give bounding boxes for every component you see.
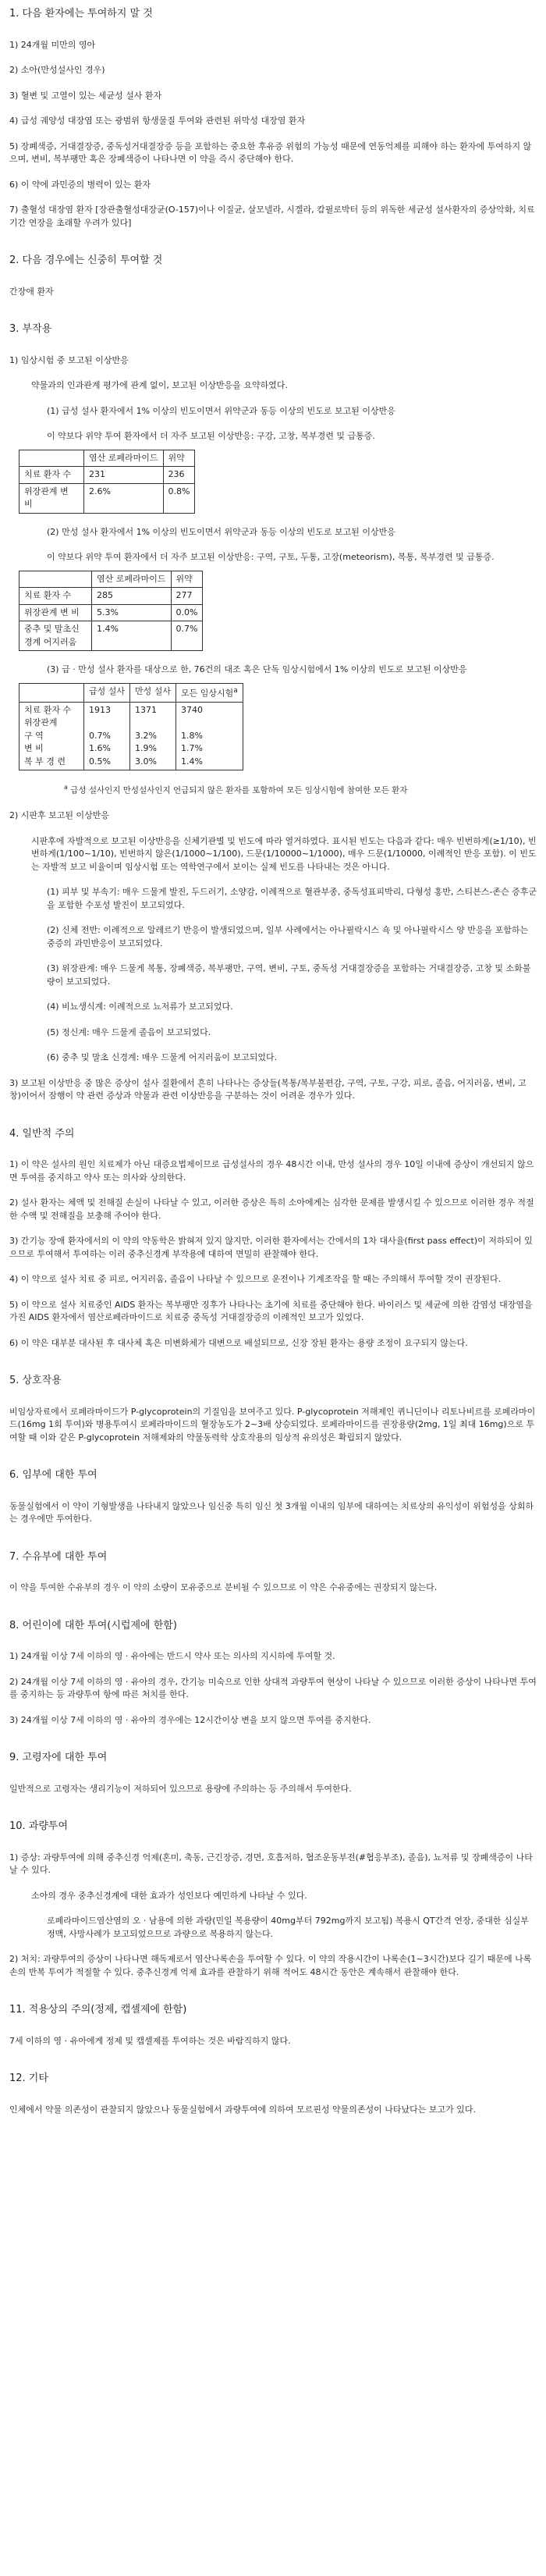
paragraph: (6) 중추 및 말초 신경계: 매우 드물게 어지러움이 보고되었다. bbox=[47, 1052, 278, 1063]
paragraph: (4) 비뇨생식계: 이례적으로 뇨저류가 보고되었다. bbox=[47, 1002, 233, 1012]
cell-line: 치료 환자 수 bbox=[24, 704, 72, 715]
paragraph: (3) 급 · 만성 설사 환자를 대상으로 한, 76건의 대조 혹은 단독 임상시험에서 1% 이상의 빈도로 보고된 이상반응 bbox=[47, 664, 467, 674]
cell-line: 구 역 bbox=[24, 730, 44, 741]
table-row bbox=[20, 702, 243, 770]
table-cell: 277 bbox=[171, 588, 203, 605]
paragraph: 1) 24개월 이상 7세 이하의 영 · 유아에는 반드시 약사 또는 의사의 지시하에 투여할 것. bbox=[9, 1651, 335, 1662]
paragraph: 6) 이 약에 과민증의 병력이 있는 환자 bbox=[9, 179, 151, 190]
section-title: 12. 기타 bbox=[9, 2073, 48, 2085]
table-row bbox=[20, 467, 195, 484]
subsection-title: 2) 시판후 보고된 이상반응 bbox=[9, 810, 110, 821]
paragraph: 1) 24개월 미만의 영아 bbox=[9, 39, 96, 50]
table-row bbox=[20, 604, 203, 621]
cell-line bbox=[135, 717, 171, 730]
table-header-row bbox=[20, 571, 203, 588]
paragraph: 3) 혈변 및 고열이 있는 세균성 설사 환자 bbox=[9, 90, 162, 101]
cell-line: 0.7% bbox=[89, 730, 111, 741]
table-row bbox=[20, 483, 195, 513]
section-title: 9. 고령자에 대한 투여 bbox=[9, 1752, 108, 1764]
paragraph: 4) 급성 궤양성 대장염 또는 광범위 항생물질 투여와 관련된 위막성 대장염 환자 bbox=[9, 116, 306, 126]
paragraph: 동물실험에서 이 약이 기형발생을 나타내지 않았으나 임신중 특히 임신 첫 3개월 이내의 임부에 대하여는 치료상의 유익성이 위험성을 상회하는 경우에만 투여한다. bbox=[9, 1500, 534, 1525]
section-title: 4. 일반적 주의 bbox=[9, 1127, 75, 1140]
paragraph: (2) 신체 전반: 이례적으로 알레르기 반응이 발생되었으며, 일부 사례에서는 아나필락시스 쇽 및 아나필락시스 양 반응을 포함하는 중증의 과민반응이 보고되었다. bbox=[47, 925, 529, 948]
table-cell: 2.6% bbox=[84, 483, 164, 513]
footnote-text: 급성 설사인지 만성설사인지 언급되지 않은 환자를 포함하여 모든 임상시험에 참여한 모든 환자 bbox=[70, 785, 408, 795]
cell-line bbox=[181, 717, 238, 730]
paragraph: 시판후에 자발적으로 보고된 이상반응을 신체기관별 및 빈도에 따라 열거하였다. 표시된 빈도는 다음과 같다: 매우 빈번하게(≥1/10), 빈번하게(1/100~1/10), 빈번하지 않은(1/1000~1/100), 드문(1/10000~1/1000), 매우 드문(1/10000, 이례적인 반응 포함). 이 빈도는 자발적 보고 비율이며 임상시험 또는 역학연구에서 보이는 실제 빈도를 나타내는 것은 아니다. bbox=[31, 835, 537, 872]
footnote-marker: a bbox=[64, 784, 68, 792]
paragraph: 7) 출혈성 대장염 환자 [장관출혈성대장균(O-157)이나 이질균, 살모넬라, 시겔라, 캄필로박터 등의 위독한 세균성 설사환자의 증상악화, 치료기간 연장을 초래할 우려가 있다] bbox=[9, 205, 535, 228]
cell-line: 복 부 경 련 bbox=[24, 756, 66, 767]
table-cell: 1.4% bbox=[92, 621, 172, 651]
table-cell: 0.8% bbox=[163, 483, 195, 513]
paragraph: 2) 설사 환자는 체액 및 전해질 손실이 나타날 수 있고, 이러한 증상은 특히 소아에게는 심각한 문제를 발생시킬 수 있으므로 이러한 경우 적절한 수액 및 전해질을 보충해 주어야 한다. bbox=[9, 1197, 534, 1221]
table-header: 염산 로페라마이드 bbox=[92, 571, 172, 588]
section-title: 10. 과량투여 bbox=[9, 1820, 69, 1833]
paragraph: (1) 피부 및 부속기: 매우 드물게 발진, 두드러기, 소양감, 이례적으로 혈관부종, 중독성표피박리, 다형성 홍반, 스티븐스-존슨 증후군을 포함한 수포성 발진이 보고되었다. bbox=[47, 887, 537, 910]
paragraph: 이 약보다 위약 투여 환자에서 더 자주 보고된 이상반응: 구역, 구토, 두통, 고장(meteorism), 복통, 복부경련 및 급통증. bbox=[47, 552, 495, 562]
paragraph: 간장애 환자 bbox=[9, 286, 54, 297]
table-header-text: 모든 임상시험 bbox=[181, 688, 234, 699]
section-title: 11. 적용상의 주의(정제, 캡셀제에 한함) bbox=[9, 2004, 187, 2016]
cell-line: 1.7% bbox=[181, 743, 203, 754]
table-cell: 위장관계 변 비 bbox=[20, 604, 92, 621]
cell-line: 1.8% bbox=[181, 730, 203, 741]
cell-line: 3.2% bbox=[135, 730, 157, 741]
paragraph: 6) 이 약은 대부분 대사된 후 대사체 혹은 미변화체가 대변으로 배설되므로, 신장 장된 환자는 용량 조정이 요구되지 않는다. bbox=[9, 1337, 468, 1348]
paragraph: 이 약보다 위약 투여 환자에서 더 자주 보고된 이상반응: 구강, 고창, 복부경련 및 급통증. bbox=[47, 431, 375, 441]
paragraph: 약물과의 인과관계 평가에 관계 없이, 보고된 이상반응을 요약하였다. bbox=[31, 380, 288, 390]
paragraph: 7세 이하의 영 · 유아에게 정제 및 캡셀제를 투여하는 것은 바람직하지 않다. bbox=[9, 2035, 291, 2046]
paragraph: 일반적으로 고령자는 생리기능이 저하되어 있으므로 용량에 주의하는 등 주의해서 투여한다. bbox=[9, 1783, 352, 1794]
section-title: 1. 다음 환자에는 투여하지 말 것 bbox=[9, 8, 153, 20]
table-header bbox=[20, 683, 84, 702]
table-header bbox=[20, 571, 92, 588]
cell-line: 변 비 bbox=[24, 743, 44, 754]
paragraph: 2) 24개월 이상 7세 이하의 영 · 유아의 경우, 간기능 미숙으로 인한 상대적 과량투여 현상이 나타날 수 있으므로 이러한 증상이 나타나면 투여를 중지하는 등 과량투여 항에 따른 처치를 한다. bbox=[9, 1676, 537, 1700]
table-header: 급성 설사 bbox=[84, 683, 130, 702]
table-cell: 231 bbox=[84, 467, 164, 484]
table-header: 위약 bbox=[171, 571, 203, 588]
table-cell bbox=[176, 702, 243, 770]
adverse-events-table-chronic bbox=[19, 571, 203, 652]
paragraph: 4) 이 약으로 설사 치료 중 피로, 어지러움, 졸음이 나타날 수 있으므로 운전이나 기계조작을 할 때는 주의해서 투여할 것이 권장된다. bbox=[9, 1274, 502, 1285]
paragraph: (5) 정신계: 매우 드물게 졸음이 보고되었다. bbox=[47, 1026, 211, 1037]
paragraph: (2) 만성 설사 환자에서 1% 이상의 빈도이면서 위약군과 동등 이상의 빈도로 보고된 이상반응 bbox=[47, 526, 395, 537]
cell-line: 3.0% bbox=[135, 756, 157, 767]
footnote-marker: a bbox=[233, 685, 238, 695]
cell-line: 1.9% bbox=[135, 743, 157, 754]
section-title: 2. 다음 경우에는 신중히 투여할 것 bbox=[9, 254, 163, 266]
table-cell bbox=[84, 702, 130, 770]
paragraph: 5) 이 약으로 설사 치료중인 AIDS 환자는 복부팽만 징후가 나타나는 초기에 치료를 중단해야 한다. 바이러스 및 세균에 의한 감염성 대장염을 가진 AIDS 환자에서 염산로페라마이드로 치료중 중독성 거대결장증의 이례적인 보고가 있었다. bbox=[9, 1299, 533, 1323]
paragraph: 1) 이 약은 설사의 원인 치료제가 아닌 대증요법제이므로 급성설사의 경우 48시간 이내, 만성 설사의 경우 10일 이내에 증상이 개선되지 않으면 투여를 중지하고 약사 또는 의사와 상의한다. bbox=[9, 1159, 534, 1183]
section-title: 5. 상호작용 bbox=[9, 1375, 62, 1387]
table-header: 만성 설사 bbox=[130, 683, 176, 702]
table-header-row bbox=[20, 450, 195, 467]
table-cell: 5.3% bbox=[92, 604, 172, 621]
adverse-events-table-acute bbox=[19, 450, 195, 514]
paragraph: 2) 처치: 과량투여의 증상이 나타나면 해독제로서 염산나록손을 투여할 수 있다. 이 약의 작용시간이 나록손(1~3시간)보다 길기 때문에 나록손의 반복 투여가 적절할 수 있다. 중추신경계 억제 효과를 관찰하기 위해 적어도 48시간 동안은 계속해서 관찰해야 한다. bbox=[9, 1954, 532, 1977]
cell-line: 3740 bbox=[181, 704, 204, 715]
table-cell bbox=[130, 702, 176, 770]
paragraph: 소아의 경우 중추신경계에 대한 효과가 성인보다 예민하게 나타날 수 있다. bbox=[31, 1890, 307, 1901]
paragraph: 5) 장폐색증, 거대결장증, 중독성거대결장증 등을 포함하는 중요한 후유증 위험의 가능성 때문에 연동억제를 피해야 하는 환자에 투여하지 않으며, 변비, 복부팽만 혹은 장폐색증이 나타나면 이 약을 즉시 중단해야 한다. bbox=[9, 141, 532, 164]
table-footnote bbox=[64, 783, 537, 797]
table-row bbox=[20, 588, 203, 605]
section-title: 7. 수유부에 대한 투여 bbox=[9, 1550, 108, 1563]
table-header: 염산 로페라마이드 bbox=[84, 450, 164, 467]
paragraph: (3) 위장관계: 매우 드물게 복통, 장폐색증, 복부팽만, 구역, 변비, 구토, 중독성 거대결장증을 포함하는 거대결장증, 고창 및 소화불량이 보고되었다. bbox=[47, 963, 531, 987]
paragraph: 2) 소아(만성설사인 경우) bbox=[9, 65, 105, 75]
table-cell: 0.7% bbox=[171, 621, 203, 651]
table-row bbox=[20, 621, 203, 651]
paragraph: (1) 급성 설사 환자에서 1% 이상의 빈도이면서 위약군과 동등 이상의 빈도로 보고된 이상반응 bbox=[47, 405, 395, 416]
paragraph: 비임상자료에서 로페라마이드가 P-glycoprotein의 기질임을 보여주고 있다. P-glycoprotein 저해제인 퀴니딘이나 리토나비르를 로페라마이드(16mg 1회 투여)와 병용투여시 로페라마이드의 혈장농도가 2~3배 상승되었다. 로페라마이드를 권장용량(2mg, 1일 최대 16mg)으로 투여할 때 이와 같은 P-glycoprotein 저해제와의 약물동력학 상호작용의 임상적 유의성은 확립되지 않았다. bbox=[9, 1406, 536, 1443]
table-cell: 0.0% bbox=[171, 604, 203, 621]
paragraph: 3) 24개월 이상 7세 이하의 영 · 유아의 경우에는 12시간이상 변을 보지 않으면 투여를 중지한다. bbox=[9, 1714, 371, 1725]
table-cell: 중추 및 말초신경계 어지러움 bbox=[20, 621, 92, 651]
cell-line: 1913 bbox=[89, 704, 111, 715]
paragraph: 로페라마이드염산염의 오 · 남용에 의한 과량(민일 복용량이 40mg부터 792mg까지 보고됨) 복용시 QT간격 연장, 중대한 심실부정맥, 사망사례가 보고되었으므로 과량으로 복용하지 않는다. bbox=[47, 1916, 529, 1939]
cell-line: 1371 bbox=[135, 704, 158, 715]
cell-line: 1.4% bbox=[181, 756, 203, 767]
section-title: 6. 임부에 대한 투여 bbox=[9, 1469, 98, 1482]
table-cell: 치료 환자 수 bbox=[20, 588, 92, 605]
table-cell: 285 bbox=[92, 588, 172, 605]
paragraph: 인체에서 약물 의존성이 관찰되지 않았으나 동물실험에서 과량투여에 의하여 모르핀성 약물의존성이 나타났다는 보고가 있다. bbox=[9, 2104, 477, 2115]
table-cell bbox=[20, 702, 84, 770]
paragraph: 3) 보고된 이상반응 중 많은 증상이 설사 질환에서 흔히 나타나는 증상들(복통/복부불편감, 구역, 구토, 구강, 피로, 졸음, 어지러움, 변비, 고창)이어서 잠행이 약 관련 증상과 약물과 관련 이상반응을 구분하는 것이 어려운 경우가 있다. bbox=[9, 1077, 526, 1101]
paragraph: 3) 간기능 장애 환자에서의 이 약의 약동학은 밝혀져 있지 않지만, 이러한 환자에서는 간에서의 1차 대사율(first pass effect)이 저하되어 있으므로 투여해서 투여하는 이러 중추신경계 부작용에 대하여 면밀히 관찰해야 한다. bbox=[9, 1236, 533, 1259]
table-header: 위약 bbox=[163, 450, 195, 467]
paragraph: 1) 증상: 과량투여에 의해 중추신경 억제(혼미, 축동, 근긴장증, 경면, 호흡저하, 협조운동부전(#협응부조), 졸음), 뇨저류 및 장폐색증이 나타날 수 있다. bbox=[9, 1852, 533, 1876]
paragraph: 이 약을 투여한 수유부의 경우 이 약의 소량이 모유중으로 분비될 수 있으므로 이 약은 수유중에는 권장되지 않는다. bbox=[9, 1582, 438, 1593]
cell-line: 1.6% bbox=[89, 743, 111, 754]
cell-line bbox=[89, 717, 125, 730]
table-header bbox=[20, 450, 84, 467]
table-cell: 위장관계 변 비 bbox=[20, 483, 84, 513]
table-header-all bbox=[176, 683, 243, 702]
table-cell: 치료 환자 수 bbox=[20, 467, 84, 484]
adverse-events-table-all-trials bbox=[19, 683, 243, 771]
subsection-title: 1) 임상시험 중 보고된 이상반응 bbox=[9, 354, 129, 365]
section-title: 8. 어린이에 대한 투여(시럽제에 한함) bbox=[9, 1619, 177, 1631]
cell-line: 0.5% bbox=[89, 756, 111, 767]
section-title: 3. 부작용 bbox=[9, 323, 52, 335]
table-cell: 236 bbox=[163, 467, 195, 484]
table-header-row bbox=[20, 683, 243, 702]
cell-line: 위장관계 bbox=[24, 717, 58, 728]
